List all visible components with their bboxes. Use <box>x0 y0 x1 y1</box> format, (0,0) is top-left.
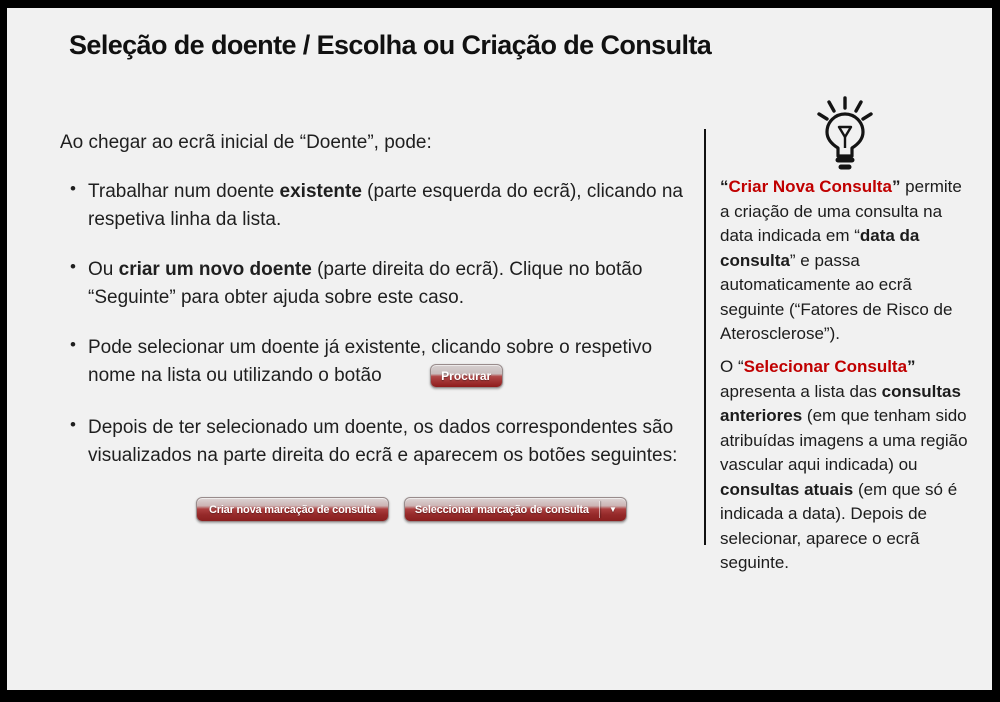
tip-text-run: (em que só é indicada a data). Depois de selecionar, aparece o ecrã seguinte. <box>720 479 958 572</box>
bullet-item-existing-patient <box>60 178 708 234</box>
tip-text-run: O “ <box>720 357 744 376</box>
bullet-item-new-patient <box>60 256 708 312</box>
tip-text-run: apresenta a lista das <box>720 381 882 401</box>
chevron-down-icon[interactable]: ▼ <box>608 505 617 514</box>
quote-mark: “ <box>720 177 729 196</box>
select-consultation-label: Seleccionar marcação de consulta <box>414 503 589 516</box>
highlight-create-consultation: Criar Nova Consulta <box>728 177 892 196</box>
tip-text-run: permite a criação de uma consulta na data indicada em “ <box>720 177 962 245</box>
create-consultation-button[interactable]: Criar nova marcação de consulta <box>196 497 389 522</box>
tip-text-run: (em que tenham sido atribuídas imagens a uma região vascular aqui indicada) ou <box>720 406 968 474</box>
bullet-marker: • <box>70 257 76 276</box>
bullet-text-run: (parte direita do ecrã). Clique no botão “Seguinte” para obter ajuda sobre este caso. <box>88 259 643 308</box>
bullet-bold-run: criar um novo doente <box>118 259 312 280</box>
highlight-select-consultation: Selecionar Consulta <box>743 357 908 376</box>
intro-text: Ao chegar ao ecrã inicial de “Doente”, pode: <box>60 132 432 153</box>
bullet-text-run: Ou <box>88 259 119 280</box>
bullet-text-run: Pode selecionar um doente já existente, clicando sobre o respetivo nome na lista ou utilizando o botão <box>88 337 653 386</box>
quote-mark: ” <box>907 357 916 376</box>
tip-paragraph-select-consultation <box>720 355 974 576</box>
bullet-text-run: Depois de ter selecionado um doente, os dados correspondentes são visualizados na parte direita do ecrã e aparecem os botões seguintes: <box>88 417 678 466</box>
bullet-text-run: Trabalhar num doente <box>88 181 280 202</box>
lightbulb-icon <box>813 94 879 184</box>
bullet-text <box>88 178 702 234</box>
bullet-text-run: (parte esquerda do ecrã), clicando na respetiva linha da lista. <box>88 181 683 230</box>
bullet-marker: • <box>70 179 76 198</box>
page-title: Seleção de doente / Escolha ou Criação de Consulta <box>69 30 712 60</box>
tip-bold-run: consultas atuais <box>720 479 854 499</box>
bullet-item-patient-data <box>60 414 708 470</box>
bullet-text <box>88 256 702 312</box>
select-consultation-button[interactable] <box>404 497 627 522</box>
procurar-button[interactable]: Procurar <box>430 364 503 388</box>
bullet-text <box>88 414 702 470</box>
bullet-marker: • <box>70 415 76 434</box>
bullet-text <box>88 334 702 390</box>
quote-mark: ” <box>891 177 901 196</box>
consultation-buttons-row <box>196 497 627 522</box>
vertical-divider <box>704 129 706 545</box>
tip-bold-run: data da consulta <box>720 226 920 270</box>
tip-text-run: ” e passa automaticamente ao ecrã seguinte (“Fatores de Risco de Aterosclerose”). <box>720 250 953 343</box>
bullet-marker: • <box>70 335 76 354</box>
bullet-item-select-patient <box>60 334 708 390</box>
tip-bold-run: consultas anteriores <box>720 381 961 425</box>
bullet-bold-run: existente <box>279 181 362 202</box>
tip-paragraph-create-consultation <box>720 175 974 347</box>
